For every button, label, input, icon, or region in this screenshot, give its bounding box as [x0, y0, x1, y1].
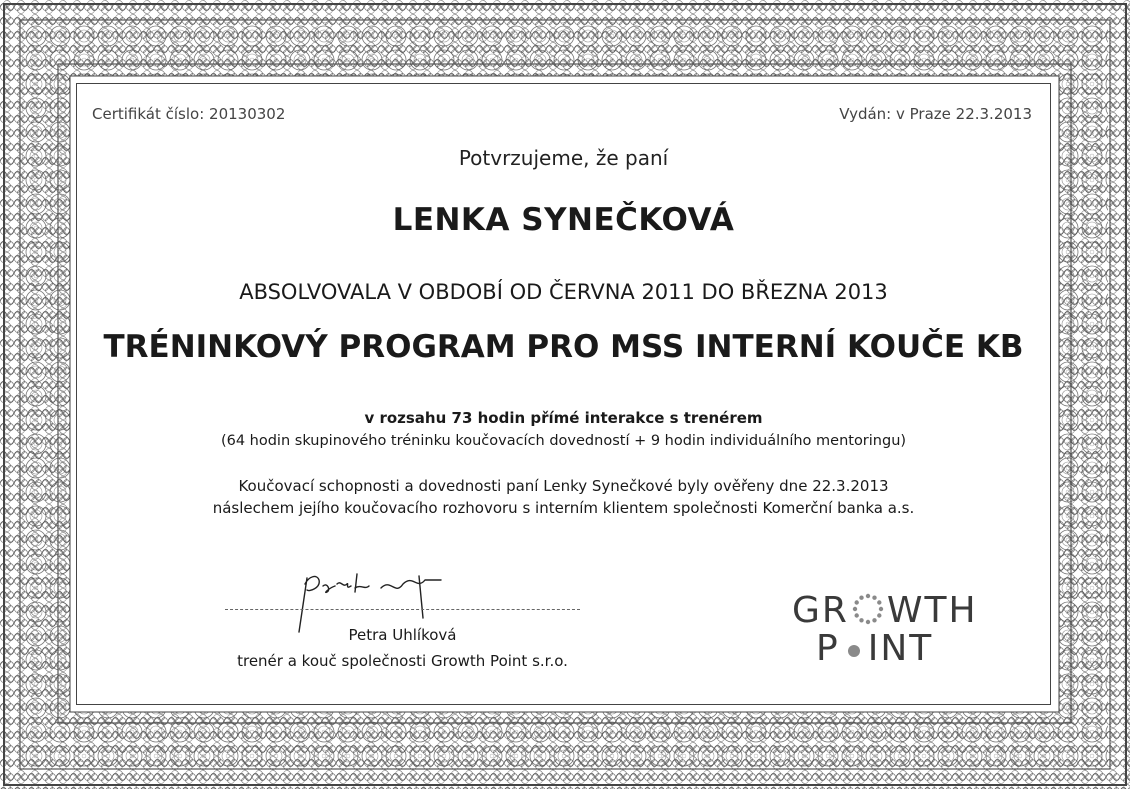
issue-date: Vydán: v Praze 22.3.2013 — [839, 105, 1032, 123]
logo-text-int: INT — [867, 628, 934, 669]
certificate-panel — [76, 83, 1051, 705]
signer-role: trenér a kouč společnosti Growth Point s.r.o. — [237, 652, 568, 670]
logo-text-wth: WTH — [886, 590, 978, 631]
growth-point-logo — [792, 590, 1002, 680]
signer-name: Petra Uhlíková — [348, 626, 457, 644]
verification-line-1: Koučovací schopnosti a dovednosti paní Lenky Synečkové byly ověřeny dne 22.3.2013 — [238, 477, 889, 495]
hours-detail: (64 hodin skupinového tréninku koučovacích dovedností + 9 hodin individuálního mentoringu) — [220, 433, 907, 449]
logo-text-gr: GR — [792, 590, 849, 631]
logo-ring-icon — [851, 592, 885, 626]
logo-dot-icon — [841, 632, 867, 662]
recipient-name: LENKA SYNEČKOVÁ — [392, 202, 735, 238]
confirmation-text: Potvrzujeme, že paní — [458, 146, 669, 170]
period-text: ABSOLVOVALA V OBDOBÍ OD ČERVNA 2011 DO BŘEZNA 2013 — [239, 280, 888, 304]
program-title: TRÉNINKOVÝ PROGRAM PRO MSS INTERNÍ KOUČE KB — [103, 329, 1024, 365]
signature-line — [225, 609, 580, 610]
verification-line-2: náslechem jejího koučovacího rozhovoru s interním klientem společnosti Komerční banka a.s. — [212, 499, 915, 517]
hours-summary: v rozsahu 73 hodin přímé interakce s trenérem — [364, 409, 763, 427]
certificate-number: Certifikát číslo: 20130302 — [92, 105, 286, 123]
logo-text-p: P — [816, 628, 840, 669]
